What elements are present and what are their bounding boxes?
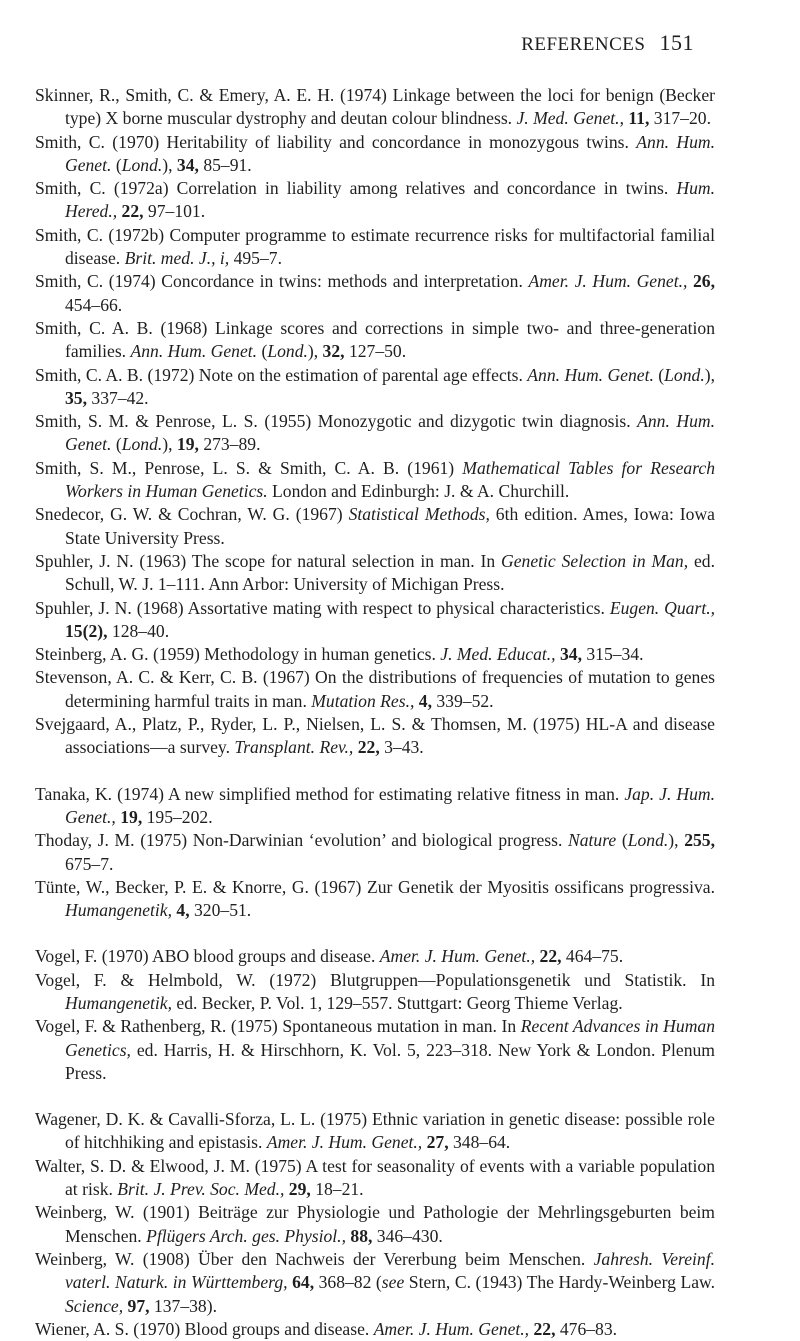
reference-text: ( [616,830,628,851]
reference-volume: 19, [120,806,143,827]
reference-text: Vogel, F. & Helmbold, W. (1972) Blutgruppen—Populationsgenetik und Statistik. In [35,969,715,990]
reference-italic-text: Transplant. Rev., [234,737,354,758]
reference-volume: 22, [121,201,144,222]
reference-text: Snedecor, G. W. & Cochran, W. G. (1967) [35,504,349,525]
reference-volume: 4, [418,690,432,711]
reference-text: Vogel, F. (1970) ABO blood groups and disease. [35,946,380,967]
reference-text: 97–101. [143,201,206,222]
reference-text: Smith, S. M., Penrose, L. S. & Smith, C. A. B. (1961) [35,457,463,478]
reference-text: Weinberg, W. (1901) Beiträge zur Physiologie und Pathologie der Mehrlingsgeburten beim Menschen. [35,1202,715,1246]
reference-text: ed. Harris, H. & Hirschhorn, K. Vol. 5, 223–318. New York & London. Plenum Press. [65,1039,715,1083]
reference-text: ( [653,364,665,385]
reference-italic-text: Science, [65,1295,124,1316]
reference-italic-text: Jap. J. Hum. Genet., [65,783,715,827]
reference-italic-text: Pflügers Arch. ges. Physiol., [146,1225,346,1246]
reference-italic-text: Lond. [627,830,669,851]
reference-entry [35,643,715,666]
reference-text: ed. Becker, P. Vol. 1, 129–557. Stuttgart: Georg Thieme Verlag. [172,992,623,1013]
reference-entry [35,503,715,550]
running-header-title: REFERENCES [521,34,646,55]
reference-text: ed. Schull, W. J. 1–111. Ann Arbor: University of Michigan Press. [65,550,716,595]
reference-italic-text: Statistical Methods, [348,504,490,525]
reference-text: ), [162,434,177,455]
reference-text: 454–66. [65,294,123,315]
reference-entry [35,550,715,597]
reference-text: , [619,108,629,129]
reference-text: Walter, S. D. & Elwood, J. M. (1975) A test for seasonality of events with a variable population at risk. [35,1155,715,1200]
reference-text: Svejgaard, A., Platz, P., Ryder, L. P., Nielsen, L. S. & Thomsen, M. (1975) HL-A and disease associations—a survey. [35,714,715,758]
reference-text: 320–51. [189,900,252,921]
reference-italic-text: Genetic Selection in Man, [501,550,689,571]
reference-text: 495–7. [229,248,282,269]
reference-volume: 26, [693,271,715,292]
reference-text: Vogel, F. & Rathenberg, R. (1975) Spontaneous mutation in man. In [35,1016,521,1037]
reference-entry [35,1155,715,1202]
reference-italic-text: Amer. J. Hum. Genet., [373,1318,530,1339]
reference-volume: 22, [357,737,380,758]
reference-entry [35,84,715,131]
section-gap [35,760,715,783]
reference-entry [35,131,715,178]
reference-text: ), [704,364,715,385]
reference-text: ( [111,154,122,175]
reference-text: Thoday, J. M. (1975) Non-Darwinian ‘evolution’ and biological progress. [35,830,568,851]
reference-italic-text: Brit. J. Prev. Soc. Med., [117,1179,285,1200]
reference-text: London and Edinburgh: J. & A. Churchill. [267,481,570,502]
reference-entry [35,317,715,364]
reference-entry [35,829,715,876]
reference-text: Stern, C. (1943) The Hardy-Weinberg Law. [404,1272,716,1293]
reference-text: 315–34. [581,644,644,665]
reference-text: 137–38). [149,1295,217,1316]
reference-text: Smith, C. (1972a) Correlation in liability among relatives and concordance in twins. [35,178,677,199]
reference-italic-text: Jahresh. Vereinf. vaterl. Naturk. in Württemberg, [65,1248,715,1293]
reference-text: Spuhler, J. N. (1963) The scope for natural selection in man. In [35,550,502,571]
reference-text: 3–43. [379,737,424,758]
reference-text: 368–82 ( [314,1272,382,1293]
reference-entry [35,270,715,317]
reference-text: 127–50. [344,341,407,362]
reference-italic-text: Amer. J. Hum. Genet., [266,1132,423,1153]
reference-text: 273–89. [198,434,261,455]
reference-text: 195–202. [142,806,213,827]
reference-volume: 255, [684,830,715,851]
reference-text: Wagener, D. K. & Cavalli-Sforza, L. L. (1975) Ethnic variation in genetic disease: possible role of hitchhiking and epistasis. [35,1109,715,1153]
reference-text: Smith, C. (1972b) Computer programme to estimate recurrence risks for multifactorial familial disease. [35,224,715,269]
reference-entry [35,177,715,224]
reference-volume: 64, [292,1272,315,1293]
reference-entry [35,224,715,271]
reference-text: 348–64. [448,1132,511,1153]
reference-text: ( [111,434,122,455]
reference-italic-text: Ann. Hum. Genet. [65,131,715,175]
reference-text: Smith, C. (1970) Heritability of liability and concordance in monozygous twins. [35,131,637,152]
reference-entry [35,713,715,760]
reference-italic-text: Lond. [267,341,308,362]
reference-volume: 34, [559,644,582,665]
section-gap [35,922,715,945]
reference-volume: 34, [176,154,199,175]
reference-entry [35,597,715,644]
reference-entry [35,666,715,713]
reference-entry [35,876,715,923]
reference-text: Spuhler, J. N. (1968) Assortative mating with respect to physical characteristics. [35,597,610,618]
reference-volume: 27, [426,1132,449,1153]
running-header [521,30,694,56]
reference-text: Skinner, R., Smith, C. & Emery, A. E. H. (1974) Linkage between the loci for benign (Becker type) X borne muscular dystrophy and deutan colour blindness. [35,85,715,129]
reference-italic-text: Humangenetik, [65,900,172,921]
reference-entry [35,783,715,830]
reference-italic-text: Humangenetik, [65,992,172,1013]
reference-text: 464–75. [561,946,624,967]
reference-italic-text: Mathematical Tables for Research Workers in Human Genetics. [65,457,716,502]
reference-text: Stevenson, A. C. & Kerr, C. B. (1967) On the distributions of frequencies of mutation to genes determining harmful traits in man. [35,667,715,711]
reference-text: Weinberg, W. (1908) Über den Nachweis der Vererbung beim Menschen. [35,1248,594,1269]
reference-text: 675–7. [65,853,114,874]
reference-entry [35,364,715,411]
reference-text: 339–52. [431,690,494,711]
reference-italic-text: Ann. Hum. Genet. [527,364,654,385]
reference-text: Tanaka, K. (1974) A new simplified method for estimating relative fitness in man. [35,783,625,804]
reference-italic-text: Amer. J. Hum. Genet., [528,271,688,292]
reference-entry [35,1015,715,1085]
reference-volume: 88, [350,1225,373,1246]
reference-volume: 29, [288,1179,311,1200]
reference-italic-text: Brit. med. J., i, [124,248,230,269]
reference-volume: 4, [176,900,190,921]
reference-text: 18–21. [310,1179,364,1200]
reference-volume: 22, [533,1318,556,1339]
reference-text: Tünte, W., Becker, P. E. & Knorre, G. (1967) Zur Genetik der Myositis ossificans progressiva. [35,876,715,897]
reference-text: 317–20. [649,108,711,129]
reference-volume: 11, [628,108,650,129]
reference-text: 337–42. [87,387,149,408]
reference-volume: 97, [127,1295,150,1316]
reference-text: ), [162,154,177,175]
reference-volume: 19, [176,434,199,455]
reference-entry [35,1318,715,1341]
reference-volume: 22, [539,946,562,967]
page-number: 151 [659,30,694,55]
section-gap [35,1085,715,1108]
reference-text: ( [257,341,268,362]
reference-entry [35,410,715,457]
reference-italic-text: Lond. [121,154,163,175]
reference-italic-text: Mutation Res., [311,690,415,711]
reference-italic-text: Ann. Hum. Genet. [130,341,258,362]
reference-text: Smith, S. M. & Penrose, L. S. (1955) Monozygotic and dizygotic twin diagnosis. [35,411,638,432]
reference-volume: 32, [322,341,345,362]
reference-italic-text: Lond. [664,364,705,385]
reference-text: ), [307,341,323,362]
reference-italic-text: Amer. J. Hum. Genet., [379,946,536,967]
reference-entry [35,969,715,1016]
reference-text: 128–40. [107,620,170,641]
reference-text: ), [668,830,685,851]
reference-volume: 15(2), [65,620,108,641]
reference-italic-text: Ann. Hum. Genet. [65,411,715,455]
reference-text: Steinberg, A. G. (1959) Methodology in human genetics. [35,644,441,665]
reference-volume: 35, [65,387,87,408]
reference-italic-text: see [381,1272,405,1293]
reference-italic-text: Hum. Hered., [65,178,715,222]
reference-entry [35,457,715,504]
reference-text: 6th edition. Ames, Iowa: Iowa State University Press. [65,504,715,548]
reference-list [35,84,715,1341]
reference-italic-text: J. Med. Genet. [516,108,620,129]
reference-entry [35,1108,715,1155]
reference-italic-text: Nature [567,830,617,851]
reference-text: Wiener, A. S. (1970) Blood groups and disease. [35,1318,374,1339]
reference-text: Smith, C. A. B. (1968) Linkage scores and corrections in simple two- and three-generation families. [35,317,715,362]
reference-italic-text: Lond. [121,434,163,455]
reference-text: 85–91. [198,154,252,175]
reference-entry [35,945,715,968]
reference-entry [35,1248,715,1318]
reference-text: 346–430. [372,1225,443,1246]
reference-italic-text: J. Med. Educat., [440,644,556,665]
reference-italic-text: Eugen. Quart., [609,597,716,618]
reference-italic-text: Recent Advances in Human Genetics, [65,1016,715,1060]
reference-text: 476–83. [555,1318,618,1339]
reference-text: Smith, C. (1974) Concordance in twins: methods and interpretation. [35,271,529,292]
reference-entry [35,1201,715,1248]
reference-text: Smith, C. A. B. (1972) Note on the estimation of parental age effects. [35,364,528,385]
